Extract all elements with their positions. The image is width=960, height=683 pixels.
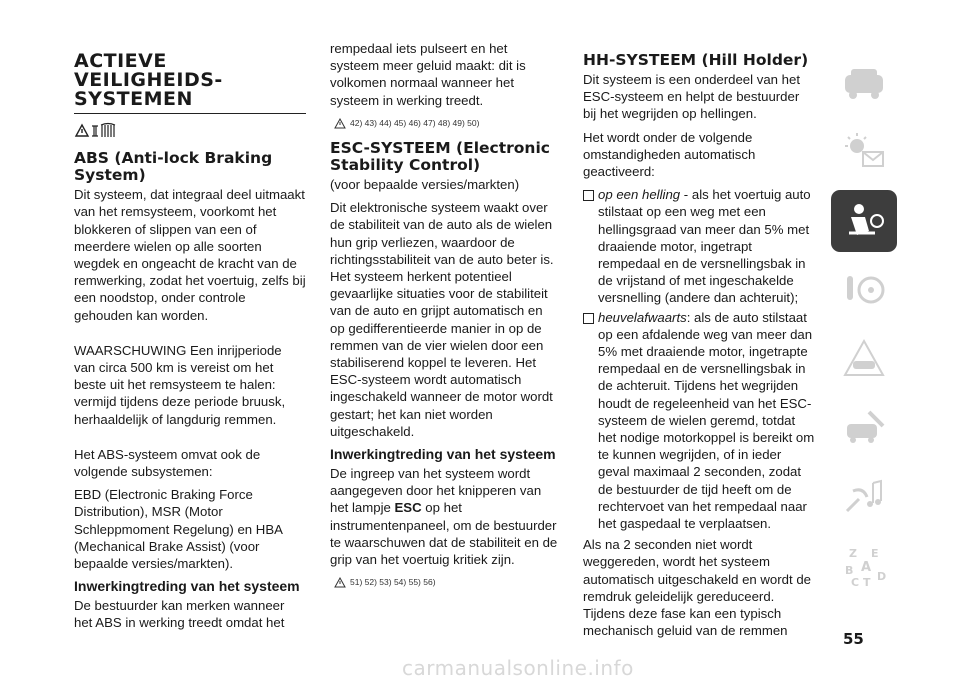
satellite-music-icon <box>839 475 889 519</box>
esc-activation-paragraph <box>330 465 558 568</box>
index-letters-icon <box>839 544 889 588</box>
subsystems-list: EBD (Electronic Braking Force Distribution), MSR (Motor Schleppmoment Regelung) en HBA (Mechanical Brake Assist) (voor bepaalde versies/markten). <box>74 487 283 572</box>
bullet-2-text: : als de auto stilstaat op een afdalende weg van meer dan 5% met draaiende motor, ingetrapte rempedaal en de versnellingsbak in de achteruit. Tijdens het wegrijden houdt de regeleenheid van het ESC-systeem de wielen geremd, totdat het nodige motorkoppel is bereikt om te kunnen wegrijden, of in ieder geval maximaal 2 seconden, zodat de bestuurder de tijd heeft om de rechtervoet van het rempedaal naar het gaspedaal te verplaatsen. <box>598 309 815 532</box>
abs-activation-paragraph: De bestuurder kan merken wanneer het ABS in werking treedt omdat het <box>74 598 285 631</box>
chapter-tab-emergency[interactable] <box>831 328 897 390</box>
column-3 <box>583 52 815 646</box>
warning-triangle-icon <box>334 118 346 129</box>
warning-references-2 <box>334 574 558 591</box>
tools-car-icon <box>839 406 889 450</box>
chapter-sidebar <box>828 52 900 604</box>
chapter-tab-dashboard[interactable] <box>831 52 897 114</box>
warning-car-icon <box>839 337 889 381</box>
abs-activation-heading: Inwerkingtreding van het systeem <box>74 578 300 595</box>
chapter-tab-lights[interactable] <box>831 121 897 183</box>
svg-text:C: C <box>851 576 860 588</box>
chapter-tab-maintenance[interactable] <box>831 397 897 459</box>
bullet-2-italic: heuvelafwaarts <box>598 309 687 325</box>
key-steering-icon <box>839 268 889 312</box>
chapter-tab-index[interactable] <box>831 535 897 597</box>
abs-continued-paragraph: rempedaal iets pulseert en het systeem meer geluid maakt: dit is volkomen normaal wanneer het systeem in werking treedt. <box>330 41 526 108</box>
esc-activation-heading: Inwerkingtreding van het systeem <box>330 446 556 463</box>
references-text-1: 42) 43) 44) 45) 46) 47) 48) 49) 50) <box>350 117 480 128</box>
esc-lamp-label: ESC <box>394 500 422 516</box>
esc-versions-note: (voor bepaalde versies/markten) <box>330 177 520 193</box>
main-title-line-2: VEILIGHEIDS- <box>74 69 223 91</box>
abs-warning-icon <box>74 122 306 144</box>
esc-text-a: De ingreep van het systeem wordt aangegeven door het knipperen van het lampje <box>330 466 542 516</box>
watermark: carmanualsonline.info <box>402 656 634 680</box>
svg-text:T: T <box>863 576 871 588</box>
warning-triangle-icon <box>334 577 346 588</box>
chapter-tab-safety[interactable] <box>831 190 897 252</box>
checkbox-bullet-icon <box>583 190 594 201</box>
hh-paragraph-2: Het wordt onder de volgende omstandigheden automatisch geactiveerd: <box>583 129 756 180</box>
column-1 <box>74 52 306 638</box>
hh-heading: HH-SYSTEEM (Hill Holder) <box>583 51 809 69</box>
svg-text:Z: Z <box>849 547 857 560</box>
main-title <box>74 52 306 114</box>
hh-bullet-1 <box>583 186 815 306</box>
esc-heading: ESC-SYSTEEM (Electronic Stability Control) <box>330 139 550 175</box>
main-title-line-1: ACTIEVE <box>74 50 167 72</box>
svg-text:E: E <box>871 547 879 560</box>
main-title-line-3: SYSTEMEN <box>74 88 193 110</box>
hh-paragraph-3: Als na 2 seconden niet wordt weggereden, wordt het systeem automatisch uitgeschakeld en wordt de remdruk geleidelijk gereduceerd. Tijdens deze fase kan een typisch mechanisch geluid van de remmen <box>583 537 811 639</box>
lights-mail-icon <box>839 130 889 174</box>
checkbox-bullet-icon <box>583 313 594 324</box>
column-2 <box>330 40 558 599</box>
esc-description: Dit elektronische systeem waakt over de stabiliteit van de auto als de wielen hun grip verliezen, waardoor de richtingsstabiliteit van de auto beter is. Het systeem herkent potentieel gevaarlijke situaties voor de stabiliteit van de auto en grijpt automatisch en op gedifferentieerde manier in op de remmen van de vier wielen door een stabiliserend koppel te leveren. Het ESC-systeem wordt automatisch ingeschakeld wanneer de motor wordt gestart; het kan niet worden uitgeschakeld. <box>330 200 554 439</box>
bullet-1-italic: op een helling <box>598 187 681 203</box>
references-text-2: 51) 52) 53) 54) 55) 56) <box>350 577 436 588</box>
abs-paragraph-1: Dit systeem, dat integraal deel uitmaakt van het remsysteem, voorkomt het blokkeren of slippen van een of meerdere wielen op alle soorten wegdek en ongeacht de kracht van de remwerking, zodat het voertuig, zelfs bij een noodstop, onder controle gehouden kan worden. <box>74 187 306 323</box>
warning-paragraph: WAARSCHUWING Een inrijperiode van circa 500 km is vereist om het beste uit het remsysteem te halen: vermijd tijdens deze periode bruusk, herhaaldelijk of langdurig remmen. <box>74 342 286 427</box>
subsystems-intro: Het ABS-systeem omvat ook de volgende subsystemen: <box>74 446 261 480</box>
svg-text:D: D <box>877 570 887 583</box>
chapter-tab-start[interactable] <box>831 259 897 321</box>
hh-bullet-2 <box>583 309 815 533</box>
warning-references-1 <box>334 115 558 132</box>
esc-text-b: op het instrumentenpaneel, om de bestuurder te waarschuwen dat de stabiliteit en de grip van het voertuig kritiek zijn. <box>330 500 558 568</box>
svg-text:A: A <box>861 560 872 575</box>
dashboard-car-icon <box>839 61 889 105</box>
chapter-tab-multimedia[interactable] <box>831 466 897 528</box>
hh-paragraph-1: Dit systeem is een onderdeel van het ESC-systeem en helpt de bestuurder bij het wegrijden op hellingen. <box>583 72 800 122</box>
svg-text:B: B <box>845 564 854 577</box>
abs-heading: ABS (Anti-lock Braking System) <box>74 149 273 185</box>
page-number: 55 <box>843 630 864 648</box>
bullet-1-text: - als het voertuig auto stilstaat op een weg met een hellingsgraad van meer dan 5% met draaiende motor, ingetrapt rempedaal en de versnellingsbak in de vrijstand of met ingeschakelde versnelling (andere dan achteruit); <box>598 187 811 306</box>
seat-person-airbag-icon <box>839 199 889 243</box>
